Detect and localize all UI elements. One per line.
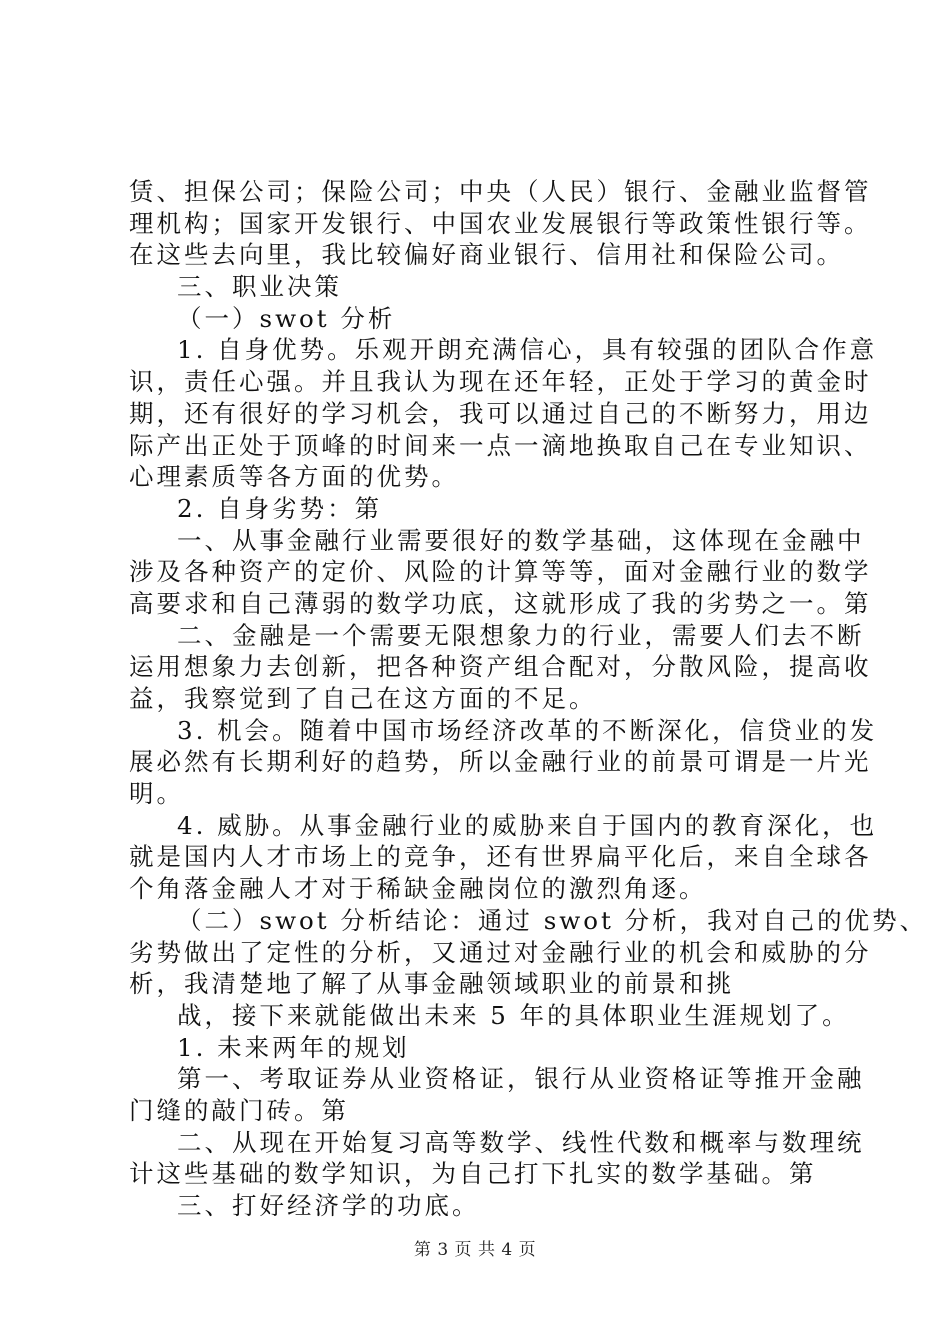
body-text [129, 176, 928, 1222]
text-line: 3. 机会。随着中国市场经济改革的不断深化，信贷业的发 [177, 715, 878, 745]
page-number-footer: 第 3 页 共 4 页 [413, 1240, 537, 1260]
text-line: 识，责任心强。并且我认为现在还年轻，正处于学习的黄金时 [129, 367, 872, 397]
text-line: 运用想象力去创新，把各种资产组合配对，分散风险，提高收 [129, 652, 872, 682]
text-line: 4. 威胁。从事金融行业的威胁来自于国内的教育深化，也 [177, 810, 878, 840]
text-line: 二、从现在开始复习高等数学、线性代数和概率与数理统 [177, 1127, 865, 1157]
text-line: 门缝的敲门砖。第 [129, 1095, 349, 1125]
text-line: 际产出正处于顶峰的时间来一点一滴地换取自己在专业知识、 [129, 430, 872, 460]
text-line: 三、职业决策 [177, 272, 342, 302]
text-line: （一）swot 分析 [177, 303, 396, 333]
text-line: 理机构；国家开发银行、中国农业发展银行等政策性银行等。 [129, 208, 872, 238]
text-line: 期，还有很好的学习机会，我可以通过自己的不断努力，用边 [129, 398, 872, 428]
text-line: 展必然有长期利好的趋势，所以金融行业的前景可谓是一片光 [129, 747, 872, 777]
text-line: 就是国内人才市场上的竞争，还有世界扁平化后，来自全球各 [129, 842, 872, 872]
text-line: 高要求和自己薄弱的数学功底，这就形成了我的劣势之一。第 [129, 588, 872, 618]
text-line: 心理素质等各方面的优势。 [129, 462, 459, 492]
text-line: 1. 未来两年的规划 [177, 1032, 410, 1062]
text-line: 析，我清楚地了解了从事金融领域职业的前景和挑 [129, 969, 734, 999]
text-line: 二、金融是一个需要无限想象力的行业，需要人们去不断 [177, 620, 865, 650]
text-line: 在这些去向里，我比较偏好商业银行、信用社和保险公司。 [129, 240, 844, 270]
text-line: 一、从事金融行业需要很好的数学基础，这体现在金融中 [177, 525, 865, 555]
text-line: 2. 自身劣势：第 [177, 493, 383, 523]
text-line: 战，接下来就能做出未来 5 年的具体职业生涯规划了。 [177, 1000, 850, 1030]
text-line: 劣势做出了定性的分析，又通过对金融行业的机会和威胁的分 [129, 937, 872, 967]
text-line: （二）swot 分析结论：通过 swot 分析，我对自己的优势、 [177, 905, 928, 935]
text-line: 益，我察觉到了自己在这方面的不足。 [129, 684, 597, 713]
text-line: 第一、考取证券从业资格证，银行从业资格证等推开金融 [177, 1064, 865, 1094]
text-line: 1. 自身优势。乐观开朗充满信心，具有较强的团队合作意 [177, 335, 878, 365]
text-line: 个角落金融人才对于稀缺金融岗位的激烈角逐。 [129, 874, 707, 904]
text-line: 计这些基础的数学知识，为自己打下扎实的数学基础。第 [129, 1159, 817, 1189]
text-line: 明。 [129, 779, 184, 809]
text-line: 三、打好经济学的功底。 [177, 1191, 480, 1220]
text-line: 涉及各种资产的定价、风险的计算等等，面对金融行业的数学 [129, 557, 872, 587]
text-line: 赁、担保公司；保险公司；中央（人民）银行、金融业监督管 [129, 177, 872, 206]
